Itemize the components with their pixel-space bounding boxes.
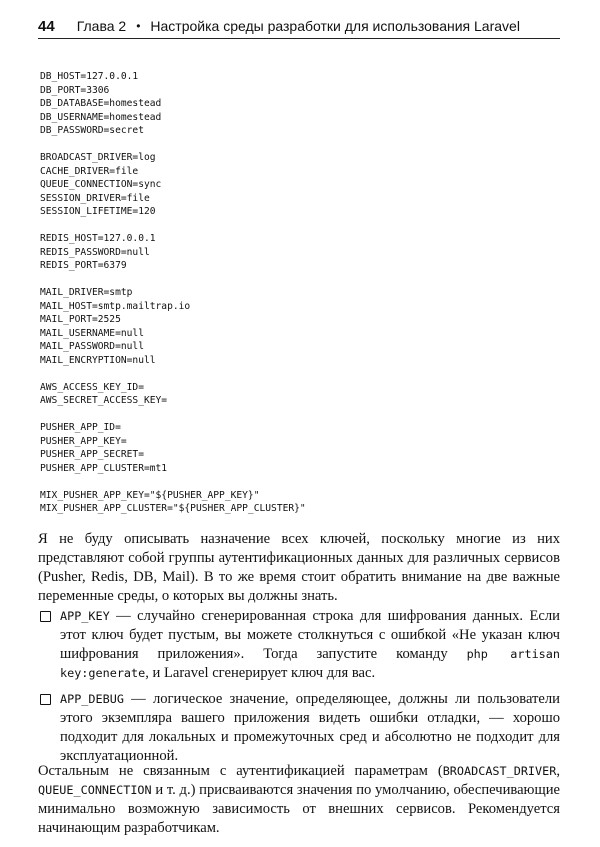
code-line: SESSION_LIFETIME=120 — [40, 206, 156, 217]
closing-paragraph — [38, 762, 560, 838]
code-line: REDIS_HOST=127.0.0.1 — [40, 233, 156, 244]
app-debug-desc: — логическое значение, определяющее, должны ли пользователи этого экземпляра вашего приложения видеть ошибки отладки, — хорошо подходит для локальных и промежуточных сред и абсолютно не подходит для эксплуатационной. — [60, 691, 560, 764]
code-block — [40, 381, 306, 408]
code-line: MAIL_PORT=2525 — [40, 314, 121, 325]
chapter-title: Настройка среды разработки для использования Laravel — [150, 18, 520, 34]
list-item-app-debug — [38, 690, 560, 766]
code-block — [40, 421, 306, 475]
code-line: SESSION_DRIVER=file — [40, 192, 150, 204]
code-line: DB_HOST=127.0.0.1 — [40, 71, 139, 82]
list-item-app-key — [38, 607, 560, 683]
code-block — [40, 286, 306, 367]
code-line: PUSHER_APP_ID= — [40, 422, 121, 433]
code-line: DB_DATABASE=homestead — [40, 98, 162, 109]
code-broadcast-driver: BROADCAST_DRIVER — [442, 764, 557, 778]
env-variable-list — [38, 607, 560, 773]
code-line: DB_PASSWORD=secret — [40, 125, 144, 136]
checkbox-bullet-icon — [40, 694, 51, 705]
code-line: REDIS_PORT=6379 — [40, 260, 127, 271]
app-key-desc: — случайно сгенерированная строка для шифрования данных. Если этот ключ будет пустым, вы можете столкнуться с ошибкой «Не указан ключ шифрования приложения». Тогда запустите команду — [60, 608, 560, 662]
code-line: CACHE_DRIVER=file — [40, 165, 139, 177]
code-line: DB_PORT=3306 — [40, 84, 110, 96]
app-key-desc-end: , и Laravel сгенерирует ключ для вас. — [145, 665, 376, 681]
code-line: PUSHER_APP_KEY= — [40, 435, 127, 447]
code-line: MAIL_ENCRYPTION=null — [40, 354, 156, 366]
code-line: AWS_SECRET_ACCESS_KEY= — [40, 395, 168, 406]
code-line: AWS_ACCESS_KEY_ID= — [40, 381, 144, 393]
paragraph-text: Остальным не связанным с аутентификацией параметрам (BROADCAST_DRIVER, QUEUE_CONNECTION и т. д.) присваиваются значения по умолчанию, обеспечивающие минимально возможную зависимость от внешних сервисов. Рекомендуется начинающим разработчикам. — [38, 763, 560, 836]
code-line: QUEUE_CONNECTION=sync — [40, 179, 162, 190]
chapter-label: Глава 2 — [76, 18, 127, 34]
code-line: MAIL_HOST=smtp.mailtrap.io — [40, 300, 191, 312]
code-line: DB_USERNAME=homestead — [40, 111, 162, 123]
code-block — [40, 232, 306, 273]
header-separator: • — [136, 19, 141, 33]
checkbox-bullet-icon — [40, 611, 51, 622]
code-line: MAIL_DRIVER=smtp — [40, 287, 133, 298]
code-line: MIX_PUSHER_APP_CLUSTER="${PUSHER_APP_CLUSTER}" — [40, 503, 306, 514]
code-line: PUSHER_APP_SECRET= — [40, 449, 144, 460]
code-line: REDIS_PASSWORD=null — [40, 246, 150, 258]
page-number: 44 — [38, 17, 55, 35]
env-code-listing — [40, 70, 306, 529]
app-debug-term: APP_DEBUG — [60, 692, 124, 706]
code-block — [40, 70, 306, 138]
code-line: PUSHER_APP_CLUSTER=mt1 — [40, 462, 168, 474]
code-line: BROADCAST_DRIVER=log — [40, 152, 156, 163]
code-block — [40, 151, 306, 219]
app-key-term: APP_KEY — [60, 609, 110, 623]
code-queue-connection: QUEUE_CONNECTION — [38, 783, 152, 797]
intro-paragraph — [38, 530, 560, 606]
code-line: MAIL_PASSWORD=null — [40, 341, 144, 352]
running-header — [38, 14, 560, 39]
code-line: MIX_PUSHER_APP_KEY="${PUSHER_APP_KEY}" — [40, 489, 260, 501]
code-block — [40, 489, 306, 516]
paragraph-text: Я не буду описывать назначение всех ключей, поскольку многие из них представляют собой группы аутентификационных данных для различных сервисов (Pusher, Redis, DB, Mail). В то же время стоит обратить внимание на две важные переменные среды, о которых вы должны знать. — [38, 531, 560, 604]
artisan-command: php artisan key:generate — [60, 647, 560, 680]
code-line: MAIL_USERNAME=null — [40, 327, 144, 339]
